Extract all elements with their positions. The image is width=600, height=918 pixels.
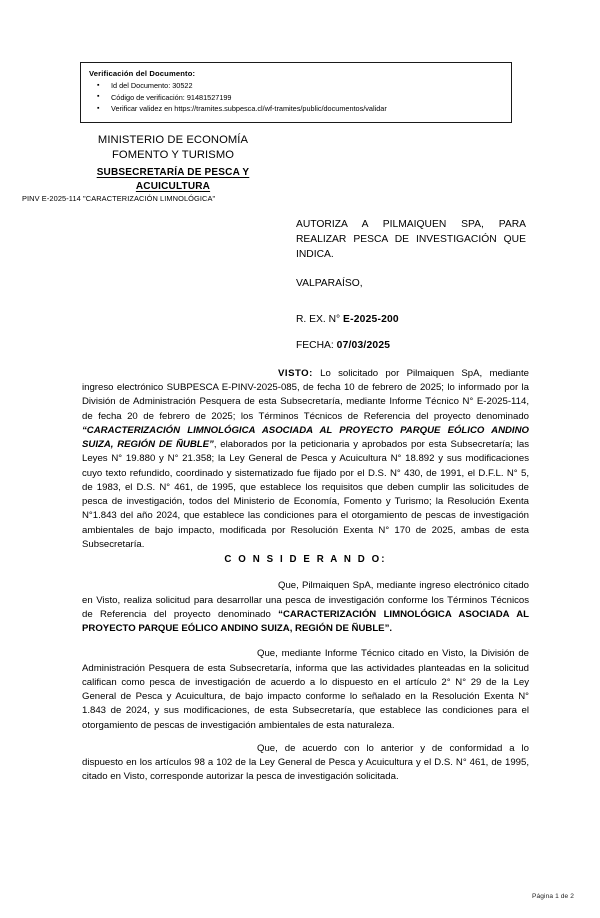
considerando-paragraph-3: Que, de acuerdo con lo anterior y de conformidad a lo dispuesto en los artículos 98 a 102 de la Ley General de Pesca y Acuicultura y el D.S. N° 461, de 1995, citado en Visto, corresponde autorizar la pesca de investigación solicitada. <box>82 742 529 783</box>
verification-item-code: ▪ Código de verificación: 91481527199 <box>89 92 505 104</box>
subject-summary: AUTORIZA A PILMAIQUEN SPA, PARA REALIZAR PESCA DE INVESTIGACIÓN QUE INDICA. <box>296 219 526 260</box>
subsecretaria-line-1: SUBSECRETARÍA DE PESCA Y <box>96 167 250 178</box>
visto-text-b: , elaborados por la peticionaria y aprobados por esta Subsecretaría; las Leyes N° 19.880 y N° 21.358; la Ley General de Pesca y Acuicultura N° 18.892 y sus modificaciones cuyo texto refundido, coordinado y sistematizado fue fijado por el D.S. N° 430, de 1991, el D.F.L. N° 5, de 1983, el D.S. N° 461, de 1995, que establece los requisitos que deben cumplir las solicitudes de pesca de investigación, todos del Ministerio de Economía, Fomento y Turismo; la Resolución Exenta N°1.843 del año 2024, que establece las condiciones para el otorgamiento de pescas de investigación ambientales de bajo impacto, modificada por Resolución Exenta N° 170 de 2025, ambas de esta Subsecretaría. <box>82 439 530 550</box>
place-line: VALPARAÍSO, <box>296 278 363 289</box>
visto-text-a: Lo solicitado por Pilmaiquen SpA, mediante ingreso electrónico SUBPESCA E-PINV-2025-085, de fecha 10 de febrero de 2025; lo informado por la División de Administración Pesquera de esta Subsecretaría, mediante Informe Técnico N° E-2025-114, de fecha 20 de febrero de 2025; los Términos Técnicos de Referencia del proyecto denominado <box>82 368 529 422</box>
considerando-1-project-title: “CARACTERIZACIÓN LIMNOLÓGICA ASOCIADA AL PROYECTO PARQUE EÓLICO ANDINO SUIZA, REGIÓN DE ÑUBLE”. <box>82 608 529 635</box>
ministry-header <box>48 133 298 163</box>
page-footer: Página 1 de 2 <box>532 893 574 900</box>
date-line <box>296 340 390 351</box>
paragraph-spacer-1 <box>82 636 529 647</box>
ministry-line-2: FOMENTO Y TURISMO <box>111 148 235 161</box>
resolution-number-line <box>296 314 399 325</box>
verification-box <box>80 62 512 123</box>
date-label: FECHA: <box>296 340 334 351</box>
verification-item-document-id: ▪ Id del Documento: 30522 <box>89 80 505 92</box>
subsecretaria-line-2: ACUICULTURA <box>135 180 211 192</box>
resolution-number: E-2025-200 <box>343 314 399 325</box>
considerando-paragraph-2: Que, mediante Informe Técnico citado en Visto, la División de Administración Pesquera de esta Subsecretaría, informa que las actividades planteadas en la solicitud califican como pesca de investigación de acuerdo a lo dispuesto en el artículo 2° N° 29 de la Ley General de Pesca y Acuicultura, de bajo impacto conforme lo señalado en la Resolución Exenta N° 1.843 de 2024, y sus modificaciones, de esta Subsecretaría, que establece las condiciones para el otorgamiento de pescas de investigación ambientales de esta naturaleza. <box>82 648 529 731</box>
document-body <box>82 367 529 785</box>
verification-item-url: ▪ Verificar validez en https://tramites.subpesca.cl/wf-tramites/public/documentos/validar <box>89 103 505 115</box>
verification-title: Verificación del Documento: <box>89 69 196 78</box>
visto-paragraph <box>82 367 529 552</box>
visto-project-title: “CARACTERIZACIÓN LIMNOLÓGICA ASOCIADA AL PROYECTO PARQUE EÓLICO ANDINO SUIZA, REGIÓN DE ÑUBLE” <box>82 424 529 451</box>
considerando-paragraph-1 <box>82 579 529 636</box>
visto-label: VISTO: <box>278 368 313 379</box>
verification-list <box>89 80 505 115</box>
date-value: 07/03/2025 <box>336 340 391 351</box>
considerando-heading: C O N S I D E R A N D O: <box>224 554 387 566</box>
ministry-line-1: MINISTERIO DE ECONOMÍA <box>97 134 249 146</box>
subsecretaria-header <box>48 166 298 194</box>
pinv-reference: PINV E-2025-114 "CARACTERIZACIÓN LIMNOLÓGICA" <box>22 194 216 203</box>
considerando-1-text: Que, Pilmaiquen SpA, mediante ingreso electrónico citado en Visto, realiza solicitud para desarrollar una pesca de investigación conforme los Términos Técnicos de Referencia del proyecto denominado <box>82 580 529 620</box>
paragraph-spacer-2 <box>82 733 529 742</box>
resolution-label: R. EX. N° <box>296 314 341 325</box>
